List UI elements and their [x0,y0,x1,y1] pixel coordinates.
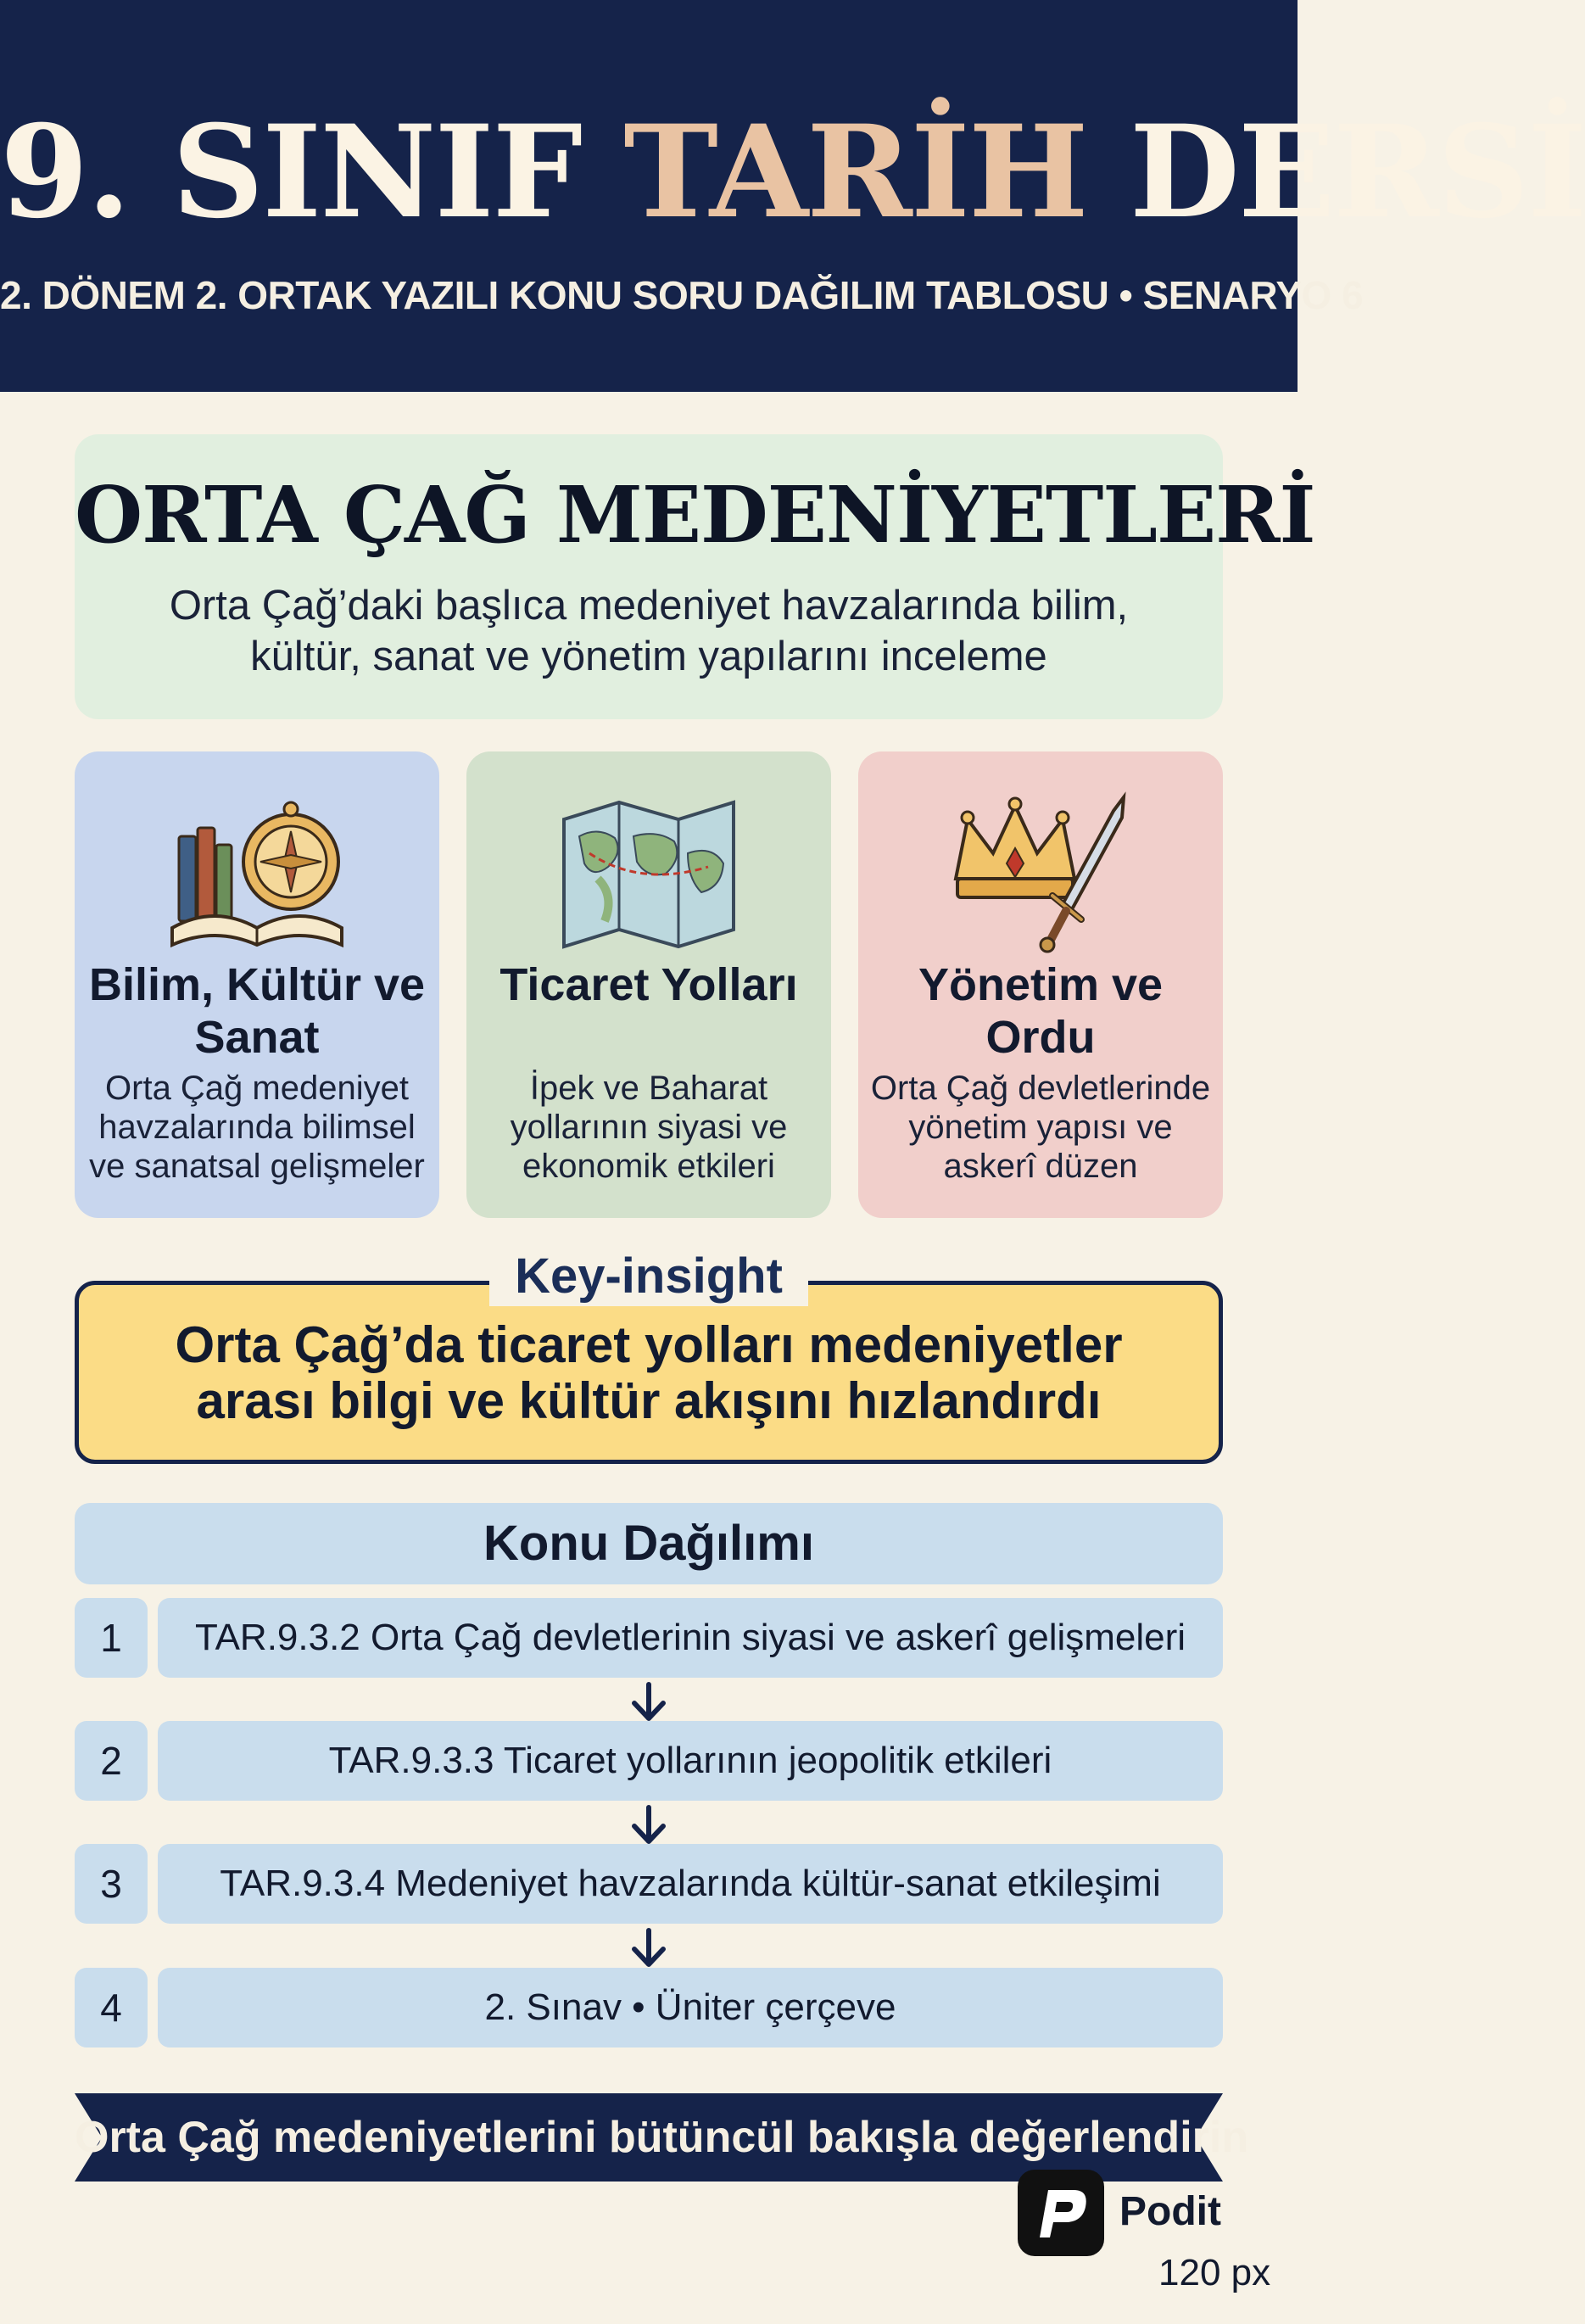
page-title [0,98,1585,247]
footer-banner [75,2093,1249,2182]
brand-name: Podit [1119,2189,1221,2234]
podit-logo-icon [1018,2170,1104,2256]
arrow-down-icon [626,1927,672,1969]
title-part-2: DERSİ [1086,98,1585,247]
card-title: Ticaret Yolları [499,959,798,1010]
card-description: Orta Çağ devletlerinde yönetim yapısı ve askerî düzen [870,1070,1211,1185]
arrow-down-icon [626,1804,672,1846]
title-accent: TARİH [623,98,1087,247]
intro-title: ORTA ÇAĞ MEDENİYETLERİ [75,469,1315,561]
page-subtitle: 2. DÖNEM 2. ORTAK YAZILI KONU SORU DAĞILIM TABLOSU • SENARYO 6 [0,273,1364,317]
row-topic: TAR.9.3.4 Medeniyet havzalarında kültür-sanat etkileşimi [158,1844,1223,1924]
key-insight-text: Orta Çağ’da ticaret yolları medeniyetler arası bilgi ve kültür akışını hızlandırdı [175,1316,1123,1429]
distribution-header: Konu Dağılımı [75,1503,1223,1584]
row-topic: TAR.9.3.3 Ticaret yollarının jeopolitik etkileri [158,1721,1223,1801]
card-description: Orta Çağ medeniyet havzalarında bilimsel ve sanatsal gelişmeler [89,1070,425,1185]
size-note: 120 px [1158,2252,1271,2293]
header [0,0,1585,392]
row-number: 1 [75,1598,148,1678]
row-number: 4 [75,1968,148,2047]
key-insight-box [75,1281,1223,1464]
topic-card-trade [466,751,831,1218]
footer-banner-text: Orta Çağ medeniyetlerini bütüncül bakışla değerlendirin [75,2113,1249,2162]
topic-card-science [75,751,439,1218]
arrow-down-icon [626,1681,672,1723]
key-insight-label: Key-insight [489,1247,808,1306]
intro-description: Orta Çağ’daki başlıca medeniyet havzalarında bilim, kültür, sanat ve yönetim yapılarını inceleme [169,583,1129,679]
title-part-1: 9. SINIF [0,98,624,247]
map-icon [555,785,742,955]
topic-card-government [858,751,1223,1218]
row-number: 3 [75,1844,148,1924]
row-number: 2 [75,1721,148,1801]
row-topic: TAR.9.3.2 Orta Çağ devletlerinin siyasi ve askerî gelişmeleri [158,1598,1223,1678]
crown-sword-icon [947,785,1134,955]
books-compass-icon [164,785,350,955]
card-description: İpek ve Baharat yollarının siyasi ve ekonomik etkileri [510,1070,788,1185]
card-title: Bilim, Kültür ve Sanat [88,959,426,1063]
row-topic: 2. Sınav • Üniter çerçeve [158,1968,1223,2047]
card-title: Yönetim ve Ordu [918,959,1164,1063]
intro-card [75,434,1315,719]
key-insight-label-wrap [0,1247,1298,1306]
